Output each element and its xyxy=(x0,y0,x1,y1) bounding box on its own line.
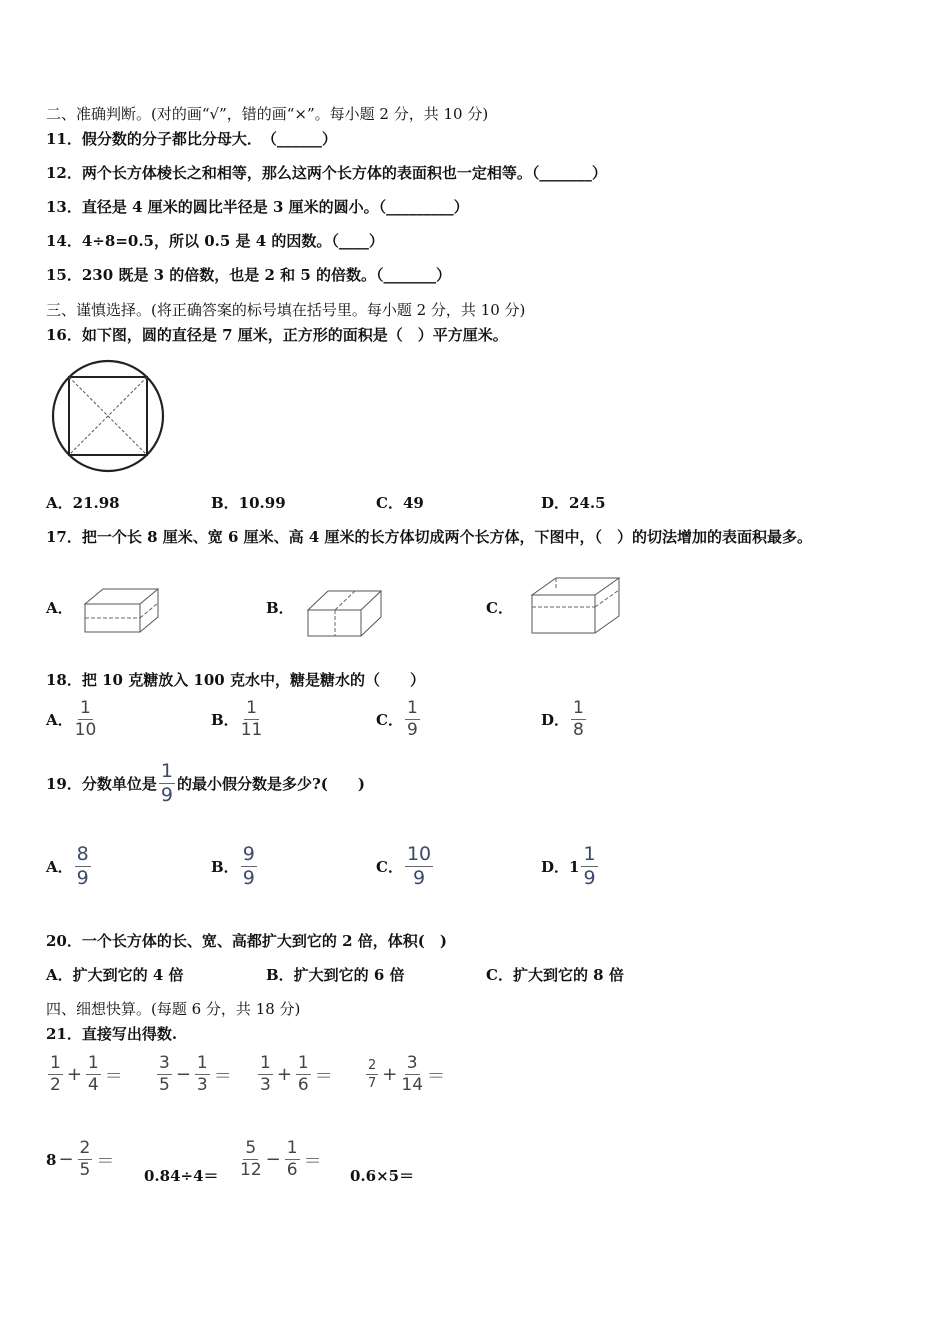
cuboid-b-figure xyxy=(305,588,385,640)
option-label: D． xyxy=(541,858,570,877)
q19-option-a[interactable] xyxy=(46,845,93,889)
numerator: 10 xyxy=(406,843,432,865)
fraction xyxy=(240,1140,262,1180)
cuboid-c-figure xyxy=(528,575,624,637)
numerator: 1 xyxy=(246,698,257,718)
question-17: 17．把一个长 8 厘米、宽 6 厘米、高 4 厘米的长方体切成两个长方体，下图中，（ ）的切法增加的表面积最多。 xyxy=(46,528,813,546)
operator: − xyxy=(265,1149,281,1171)
numerator: 1 xyxy=(286,1138,298,1158)
q19-prefix: 19．分数单位是 xyxy=(46,775,157,794)
equals-sign: ＝ xyxy=(303,1150,322,1172)
operator: − xyxy=(58,1149,74,1171)
fraction xyxy=(405,845,433,889)
q17-option-a[interactable]: A． xyxy=(46,599,73,617)
fraction xyxy=(258,1055,273,1095)
fraction xyxy=(157,1055,172,1095)
fraction xyxy=(296,1055,311,1095)
denominator: 11 xyxy=(240,719,263,740)
q18-option-b[interactable] xyxy=(211,700,264,740)
denominator: 6 xyxy=(297,1074,309,1095)
denominator: 8 xyxy=(573,719,584,740)
numerator: 1 xyxy=(160,760,173,782)
option-label: B． xyxy=(211,711,239,730)
denominator: 4 xyxy=(87,1074,99,1095)
operator: + xyxy=(276,1064,292,1086)
q20-option-b[interactable]: B．扩大到它的 6 倍 xyxy=(266,966,405,984)
section-2-title: 二、准确判断。(对的画“√”，错的画“×”。每小题 2 分，共 10 分) xyxy=(46,105,489,123)
q19-suffix: 的最小假分数是多少?( ) xyxy=(176,775,365,794)
q18-option-a[interactable] xyxy=(46,700,98,740)
fraction xyxy=(86,1055,101,1095)
q17-option-b[interactable]: B． xyxy=(266,599,294,617)
q16-option-d[interactable]: D．24.5 xyxy=(541,494,606,512)
numerator: 2 xyxy=(368,1058,377,1074)
denominator: 3 xyxy=(260,1074,271,1095)
numerator: 1 xyxy=(196,1053,208,1073)
denominator: 14 xyxy=(401,1074,424,1095)
q19-option-c[interactable] xyxy=(376,845,435,889)
equals-sign: ＝ xyxy=(96,1150,115,1172)
denominator: 6 xyxy=(286,1159,298,1180)
q18-option-d[interactable] xyxy=(541,700,588,740)
option-label: A． xyxy=(46,858,73,877)
numerator: 3 xyxy=(159,1053,170,1073)
numerator: 1 xyxy=(406,698,418,718)
question-16: 16．如下图，圆的直径是 7 厘米，正方形的面积是（ ）平方厘米。 xyxy=(46,326,508,344)
whole-number: 8 xyxy=(46,1150,57,1169)
denominator: 5 xyxy=(79,1159,91,1180)
calc-expression xyxy=(46,1055,125,1095)
option-label: C． xyxy=(376,711,403,730)
section-4-title: 四、细想快算。(每题 6 分，共 18 分) xyxy=(46,1000,301,1018)
fraction xyxy=(75,845,91,889)
whole-number: 1 xyxy=(569,857,580,876)
q19-option-b[interactable] xyxy=(211,845,259,889)
option-label: D． xyxy=(541,711,570,730)
question-14: 14．4÷8=0.5，所以 0.5 是 4 的因数。（____） xyxy=(46,232,384,250)
question-19 xyxy=(46,762,365,806)
denominator: 9 xyxy=(242,866,255,889)
q16-option-a[interactable]: A．21.98 xyxy=(46,494,120,512)
operator: + xyxy=(382,1064,398,1086)
q17-option-c[interactable]: C． xyxy=(486,599,513,617)
q19-option-d[interactable] xyxy=(541,845,600,889)
denominator: 9 xyxy=(76,866,89,889)
numerator: 1 xyxy=(87,1053,99,1073)
question-12: 12．两个长方体棱长之和相等，那么这两个长方体的表面积也一定相等。（_______） xyxy=(46,164,607,182)
q16-option-b[interactable]: B．10.99 xyxy=(211,494,286,512)
q20-option-c[interactable]: C．扩大到它的 8 倍 xyxy=(486,966,624,984)
numerator: 3 xyxy=(406,1053,418,1073)
fraction xyxy=(241,845,257,889)
option-label: A． xyxy=(46,711,73,730)
denominator: 10 xyxy=(74,719,97,740)
fraction xyxy=(571,700,586,740)
fraction xyxy=(405,700,420,740)
equals-sign: ＝ xyxy=(314,1065,333,1087)
numerator: 1 xyxy=(50,1053,61,1073)
calc-expression: 0.84÷4＝ xyxy=(144,1167,219,1185)
numerator: 8 xyxy=(76,843,89,865)
option-label: C． xyxy=(376,858,403,877)
calc-expression xyxy=(46,1140,116,1180)
question-20: 20．一个长方体的长、宽、高都扩大到它的 2 倍，体积( ) xyxy=(46,932,447,950)
denominator: 12 xyxy=(240,1159,262,1180)
equals-sign: ＝ xyxy=(427,1065,446,1087)
equals-sign: ＝ xyxy=(213,1065,232,1087)
fraction xyxy=(241,700,263,740)
denominator: 9 xyxy=(406,719,418,740)
fraction xyxy=(78,1140,93,1180)
q20-option-a[interactable]: A．扩大到它的 4 倍 xyxy=(46,966,184,984)
numerator: 9 xyxy=(242,843,255,865)
numerator: 2 xyxy=(79,1138,91,1158)
numerator: 1 xyxy=(80,698,91,718)
calc-expression: 0.6×5＝ xyxy=(350,1167,415,1185)
numerator: 1 xyxy=(583,843,596,865)
cuboid-a-figure xyxy=(82,586,162,636)
fraction xyxy=(285,1140,300,1180)
numerator: 5 xyxy=(245,1138,257,1158)
calc-expression xyxy=(238,1140,324,1180)
question-15: 15．230 既是 3 的倍数，也是 2 和 5 的倍数。（_______） xyxy=(46,266,452,284)
option-label: B． xyxy=(211,858,239,877)
denominator: 5 xyxy=(159,1074,170,1095)
operator: + xyxy=(66,1064,82,1086)
denominator: 9 xyxy=(413,866,426,889)
question-21: 21．直接写出得数. xyxy=(46,1025,178,1043)
denominator: 2 xyxy=(50,1074,61,1095)
q16-option-c[interactable]: C．49 xyxy=(376,494,424,512)
numerator: 1 xyxy=(260,1053,271,1073)
fraction xyxy=(48,1055,63,1095)
fraction xyxy=(366,1059,378,1090)
fraction xyxy=(195,1055,210,1095)
q18-option-c[interactable] xyxy=(376,700,422,740)
numerator: 1 xyxy=(573,698,584,718)
denominator: 9 xyxy=(583,866,596,889)
circle-square-figure xyxy=(50,358,166,474)
denominator: 7 xyxy=(368,1075,377,1091)
calc-expression xyxy=(364,1055,447,1095)
fraction xyxy=(159,762,175,806)
denominator: 9 xyxy=(160,783,173,806)
calc-expression xyxy=(155,1055,234,1095)
numerator: 1 xyxy=(297,1053,309,1073)
section-3-title: 三、谨慎选择。(将正确答案的标号填在括号里。每小题 2 分，共 10 分) xyxy=(46,301,526,319)
fraction xyxy=(401,1055,423,1095)
question-13: 13．直径是 4 厘米的圆比半径是 3 厘米的圆小。（_________） xyxy=(46,198,469,216)
operator: − xyxy=(175,1064,191,1086)
fraction xyxy=(581,845,597,889)
denominator: 3 xyxy=(196,1074,208,1095)
question-18: 18．把 10 克糖放入 100 克水中，糖是糖水的（ ） xyxy=(46,671,425,689)
question-11: 11．假分数的分子都比分母大． （______） xyxy=(46,130,337,148)
equals-sign: ＝ xyxy=(104,1065,123,1087)
calc-expression xyxy=(256,1055,335,1095)
fraction xyxy=(75,700,97,740)
